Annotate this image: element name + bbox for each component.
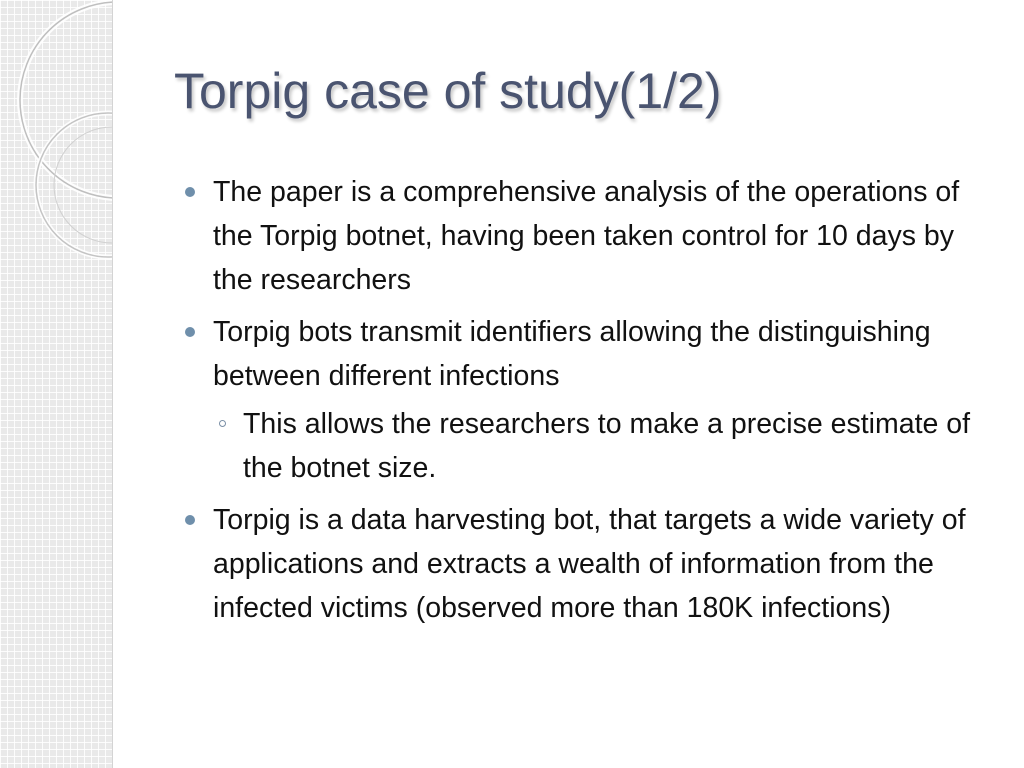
bullet-text: The paper is a comprehensive analysis of the operations of the Torpig botnet, having been taken control for 10 days by the researchers [213, 176, 960, 296]
bullet-text: Torpig bots transmit identifiers allowing the distinguishing between different infections [213, 316, 931, 392]
bullet-item [185, 310, 985, 398]
bullet-item [185, 170, 985, 302]
slide-title: Torpig case of study(1/2) [174, 63, 722, 119]
sub-bullet-icon [219, 420, 226, 427]
decorative-circles [0, 0, 112, 768]
sub-bullet-item [213, 402, 985, 490]
bullet-text: Torpig is a data harvesting bot, that targets a wide variety of applications and extracts a wealth of information from the infected victims (observed more than 180K infections) [213, 504, 966, 624]
bullet-icon [185, 515, 195, 525]
bullet-icon [185, 187, 195, 197]
bullet-item [185, 498, 985, 630]
sub-bullet-text: This allows the researchers to make a precise estimate of the botnet size. [243, 408, 971, 484]
bullet-icon [185, 327, 195, 337]
bullet-list [185, 170, 985, 638]
decorative-side-band [0, 0, 113, 768]
